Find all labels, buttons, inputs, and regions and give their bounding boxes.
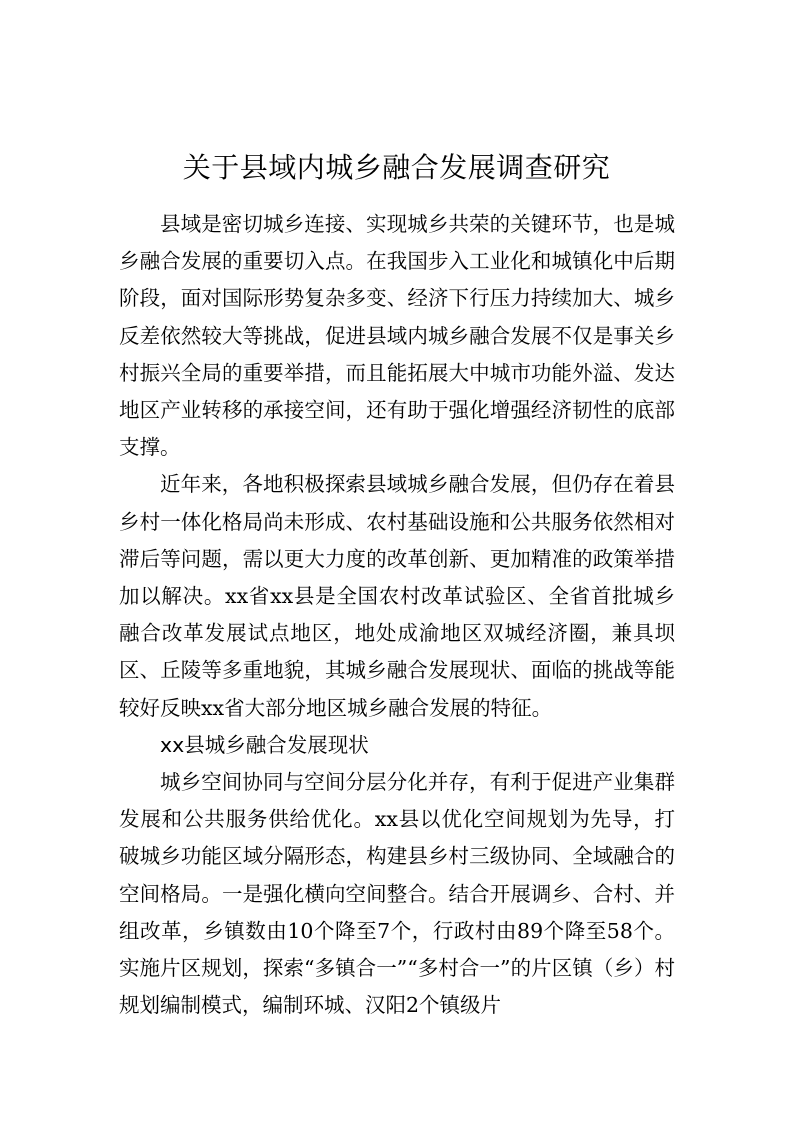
document-body (119, 206, 675, 1024)
document-title: 关于县域内城乡融合发展调查研究 (182, 151, 611, 184)
paragraph-section: 城乡空间协同与空间分层分化并存，有利于促进产业集群发展和公共服务供给优化。xx县以优化空间规划为先导，打破城乡功能区域分隔形态，构建县乡村三级协同、全域融合的空间格局。一是强化横向空间整合。结合开展调乡、合村、并组改革，乡镇数由10个降至7个，行政村由89个降至58个。实施片区规划，探索“多镇合一”“多村合一”的片区镇（乡）村规划编制模式，编制环城、汉阳2个镇级片 (119, 770, 675, 1018)
section-heading: xx县城乡融合发展现状 (160, 732, 369, 757)
paragraph-background: 近年来，各地积极探索县域城乡融合发展，但仍存在着县乡村一体化格局尚未形成、农村基础设施和公共服务依然相对滞后等问题，需以更大力度的改革创新、更加精准的政策举措加以解决。xx省xx县是全国农村改革试验区、全省首批城乡融合改革发展试点地区，地处成渝地区双城经济圈，兼具坝区、丘陵等多重地貌，其城乡融合发展现状、面临的挑战等能较好反映xx省大部分地区城乡融合发展的特征。 (119, 472, 675, 720)
paragraph-intro: 县域是密切城乡连接、实现城乡共荣的关键环节，也是城乡融合发展的重要切入点。在我国步入工业化和城镇化中后期阶段，面对国际形势复杂多变、经济下行压力持续加大、城乡反差依然较大等挑战，促进县域内城乡融合发展不仅是事关乡村振兴全局的重要举措，而且能拓展大中城市功能外溢、发达地区产业转移的承接空间，还有助于强化增强经济韧性的底部支撑。 (119, 212, 675, 460)
